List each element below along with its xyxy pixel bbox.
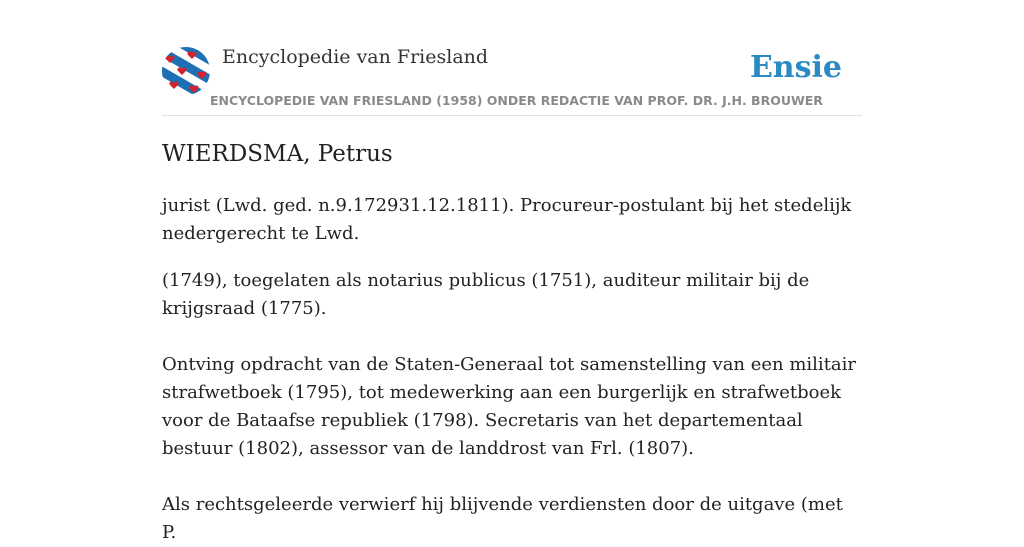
header-divider <box>162 115 862 116</box>
article-paragraph: Als rechtsgeleerde verwierf hij blijvende verdiensten door de uitgave (met P. <box>162 494 843 543</box>
article <box>162 138 862 547</box>
article-headword: WIERDSMA, Petrus <box>162 141 393 167</box>
article-paragraph: Ontving opdracht van de Staten-Generaal tot samenstelling van een militair strafwetboek (1795), tot medewerking aan een burgerlijk en strafwetboek voor de Bataafse republiek (1798). Secretaris van het departementaal bestuur (1802), assessor van de landdrost van Frl. (1807). <box>162 354 857 459</box>
site-title[interactable]: Encyclopedie van Friesland <box>222 46 489 68</box>
frisian-flag-icon[interactable] <box>162 47 210 95</box>
article-paragraph: (1749), toegelaten als notarius publicus (1751), auditeur militair bij de krijgsraad (1775). <box>162 270 810 319</box>
encyclopedia-subtitle[interactable]: ENCYCLOPEDIE VAN FRIESLAND (1958) ONDER REDACTIE VAN PROF. DR. J.H. BROUWER <box>210 93 823 108</box>
brand-logo[interactable]: Ensie <box>749 50 842 85</box>
article-paragraph: jurist (Lwd. ged. n.9.172931.12.1811). Procureur-postulant bij het stedelijk nedergerecht te Lwd. <box>162 195 852 244</box>
site-header <box>162 46 862 116</box>
